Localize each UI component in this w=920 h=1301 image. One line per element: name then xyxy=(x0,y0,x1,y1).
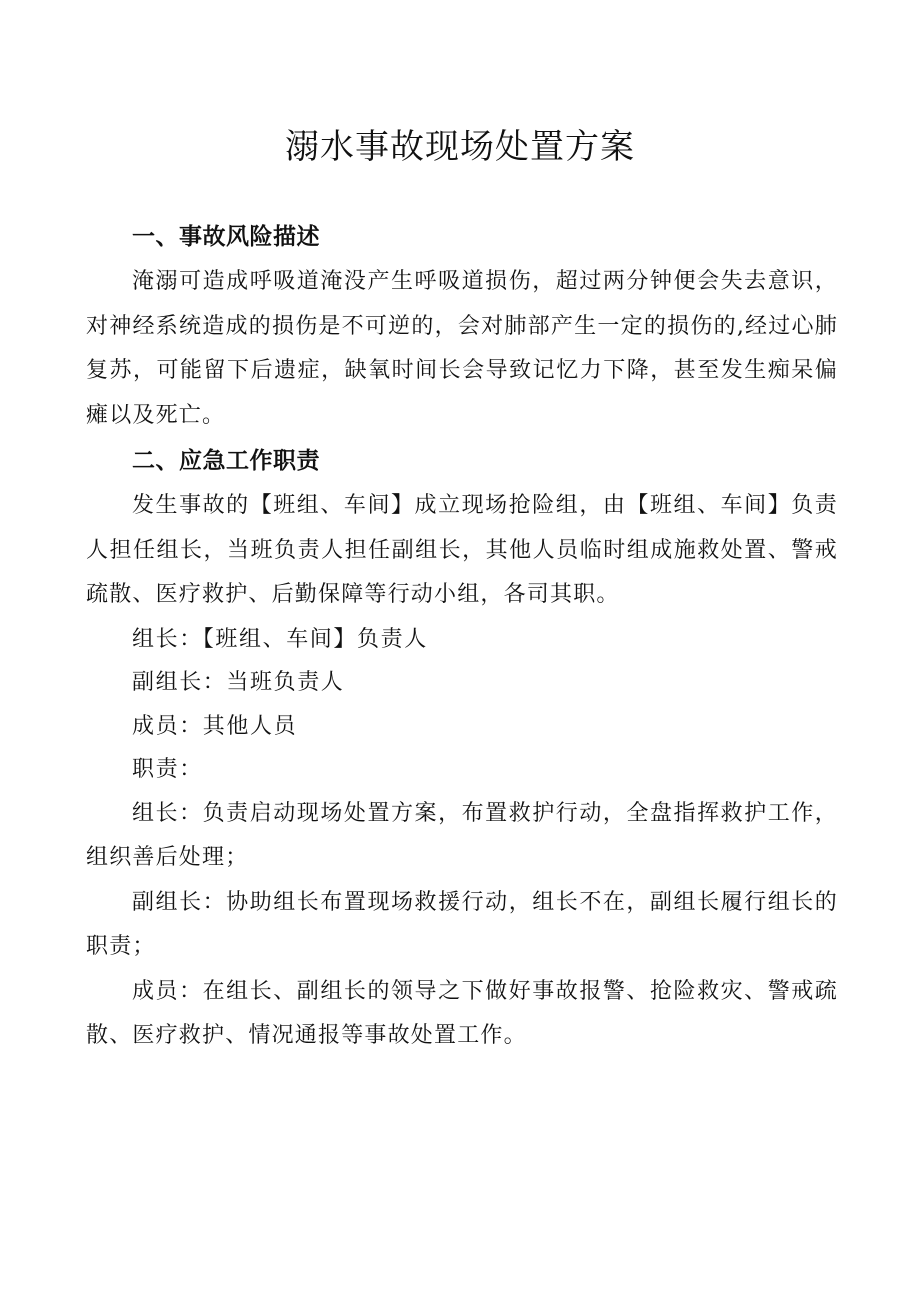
member-leader: 组长：【班组、车间】负责人 xyxy=(132,626,428,652)
risk-description-paragraph: 淹溺可造成呼吸道淹没产生呼吸道损伤，超过两分钟便会失去意识，对神经系统造成的损伤是不可逆的，会对肺部产生一定的损伤的,经过心肺复苏，可能留下后遗症，缺氧时间长会导致记忆力下降，甚至发生痴呆偏瘫以及死亡。 xyxy=(86,269,838,428)
member-deputy: 副组长：当班负责人 xyxy=(132,670,345,695)
duty-leader-paragraph: 组长：负责启动现场处置方案，布置救护行动，全盘指挥救护工作，组织善后处理； xyxy=(86,800,838,870)
member-staff: 成员：其他人员 xyxy=(132,713,298,739)
section-heading-duties: 二、应急工作职责 xyxy=(132,448,320,474)
duty-deputy-paragraph: 副组长：协助组长布置现场救援行动，组长不在，副组长履行组长的职责； xyxy=(86,889,838,959)
duty-staff-paragraph: 成员：在组长、副组长的领导之下做好事故报警、抢险救灾、警戒疏散、医疗救护、情况通报等事故处置工作。 xyxy=(86,978,838,1048)
duties-label: 职责： xyxy=(132,757,203,782)
section-heading-risk: 一、事故风险描述 xyxy=(132,224,320,250)
document-body xyxy=(86,214,838,1059)
document-title: 溺水事故现场处置方案 xyxy=(285,127,635,167)
organization-paragraph: 发生事故的【班组、车间】成立现场抢险组，由【班组、车间】负责人担任组长，当班负责人担任副组长，其他人员临时组成施救处置、警戒疏散、医疗救护、后勤保障等行动小组，各司其职。 xyxy=(86,493,838,607)
